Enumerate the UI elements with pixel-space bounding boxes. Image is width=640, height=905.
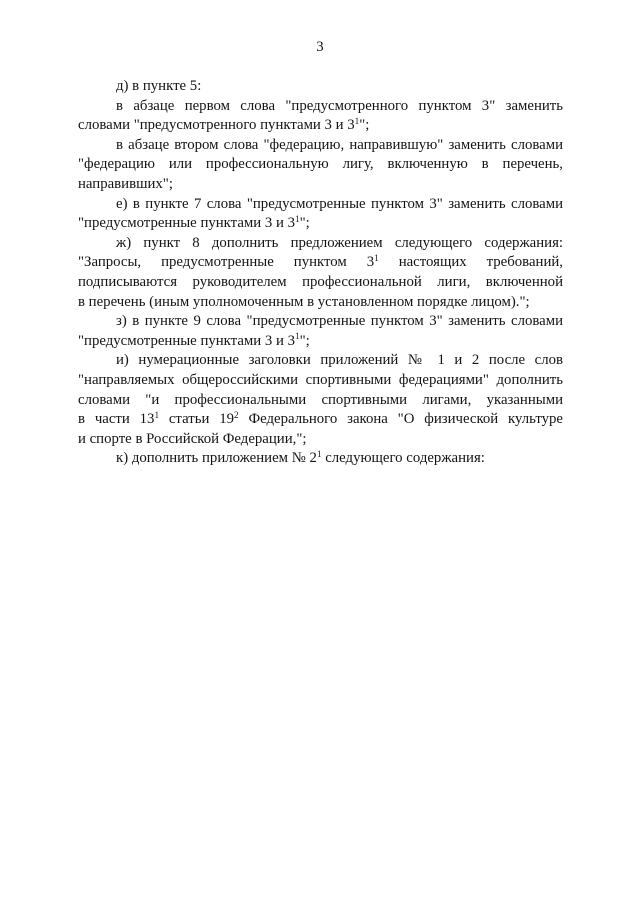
text-segment: Федерального закона "О физической культуре bbox=[238, 411, 563, 428]
text-line bbox=[78, 351, 563, 371]
text-line bbox=[78, 332, 563, 352]
paragraph bbox=[78, 351, 563, 449]
text-segment: "Запросы, предусмотренные пунктом 3 bbox=[78, 254, 375, 271]
text-segment: "; bbox=[299, 215, 310, 232]
text-line bbox=[78, 175, 563, 195]
superscript: 1 bbox=[354, 115, 360, 126]
text-segment: "; bbox=[299, 332, 310, 349]
text-segment: и) нумерационные заголовки приложений № 1 и 2 после слов bbox=[116, 352, 563, 369]
text-segment: статьи 19 bbox=[159, 411, 235, 428]
paragraph bbox=[78, 312, 563, 351]
text-line bbox=[78, 273, 563, 293]
superscript: 2 bbox=[234, 409, 239, 420]
superscript: 1 bbox=[316, 448, 322, 459]
paragraph bbox=[78, 234, 563, 312]
text-line bbox=[78, 293, 563, 313]
text-segment: в абзаце первом слова "предусмотренного пунктом 3" заменить bbox=[116, 97, 563, 114]
text-line bbox=[78, 116, 563, 136]
text-segment: к) дополнить приложением № 2 bbox=[116, 450, 317, 467]
paragraph bbox=[78, 449, 563, 469]
text-line bbox=[78, 234, 563, 254]
superscript: 1 bbox=[295, 331, 300, 342]
text-segment: подписываются руководителем профессиональной лиги, включенной bbox=[78, 273, 563, 290]
text-segment: "предусмотренные пунктами 3 и 3 bbox=[78, 332, 295, 349]
text-line bbox=[78, 253, 563, 273]
page-number: 3 bbox=[316, 39, 324, 55]
superscript: 1 bbox=[374, 252, 379, 263]
text-segment: "федерацию или профессиональную лигу, включенную в перечень, bbox=[78, 156, 563, 173]
superscript: 1 bbox=[154, 409, 160, 420]
text-segment: "; bbox=[359, 117, 370, 134]
text-line bbox=[78, 155, 563, 175]
text-segment: направивших"; bbox=[78, 175, 173, 192]
text-segment: следующего содержания: bbox=[321, 450, 485, 467]
text-line bbox=[78, 371, 563, 391]
paragraph bbox=[78, 97, 563, 136]
text-segment: "направляемых общероссийскими спортивными федерациями" дополнить bbox=[78, 371, 563, 388]
text-segment: и спорте в Российской Федерации,"; bbox=[78, 430, 307, 447]
text-line bbox=[78, 312, 563, 332]
text-segment: з) в пункте 9 слова "предусмотренные пунктом 3" заменить словами bbox=[116, 313, 563, 330]
text-line bbox=[78, 214, 563, 234]
text-segment: "предусмотренные пунктами 3 и 3 bbox=[78, 215, 295, 232]
text-segment: словами "предусмотренного пунктами 3 и 3 bbox=[78, 117, 355, 134]
text-segment: в абзаце втором слова "федерацию, направившую" заменить словами bbox=[116, 136, 563, 153]
paragraph bbox=[78, 77, 563, 97]
paragraph bbox=[78, 195, 563, 234]
text-segment: словами "и профессиональными спортивными лигами, указанными bbox=[78, 391, 563, 408]
text-line bbox=[78, 97, 563, 117]
text-line bbox=[78, 195, 563, 215]
text-segment: настоящих требований, bbox=[378, 254, 563, 271]
text-line bbox=[78, 391, 563, 411]
text-segment: д) в пункте 5: bbox=[116, 78, 202, 94]
text-line bbox=[78, 449, 563, 469]
document-body bbox=[78, 77, 563, 469]
paragraph bbox=[78, 136, 563, 195]
superscript: 1 bbox=[295, 213, 300, 224]
text-line bbox=[78, 77, 563, 97]
text-line bbox=[78, 410, 563, 430]
text-segment: ж) пункт 8 дополнить предложением следующего содержания: bbox=[116, 234, 563, 251]
text-line bbox=[78, 136, 563, 156]
text-segment: в части 13 bbox=[78, 411, 155, 428]
text-line bbox=[78, 430, 563, 450]
text-segment: е) в пункте 7 слова "предусмотренные пунктом 3" заменить словами bbox=[116, 195, 563, 212]
text-segment: в перечень (иным уполномоченным в установленном порядке лицом)."; bbox=[78, 293, 530, 310]
